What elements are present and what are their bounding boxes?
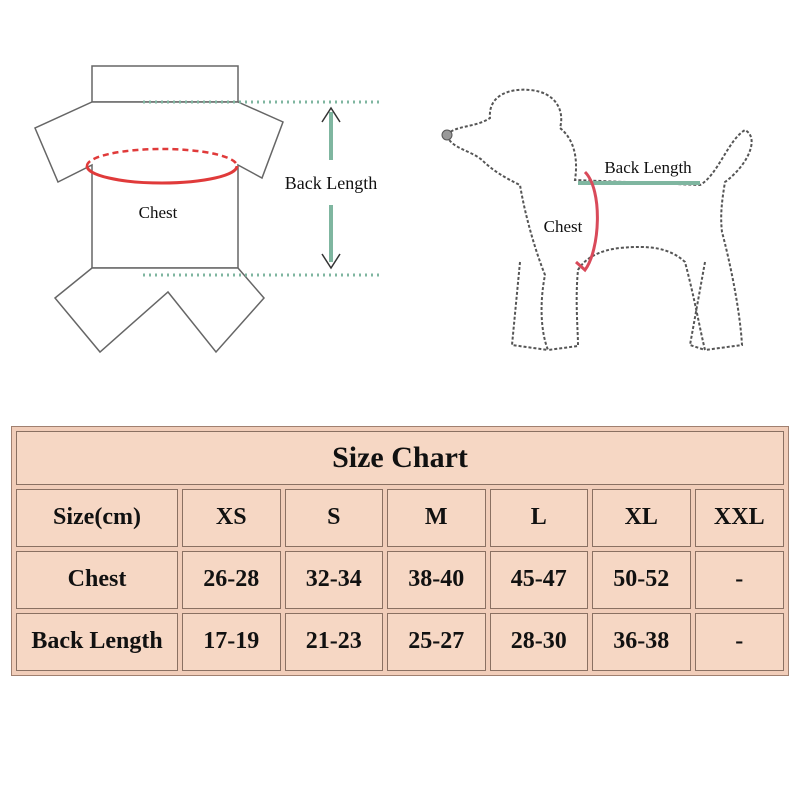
header-cell: Size(cm) — [16, 489, 178, 547]
chest-row — [16, 551, 784, 609]
right-back-length-label: Back Length — [604, 158, 692, 177]
header-cell: L — [490, 489, 589, 547]
garment-body — [35, 102, 283, 268]
garment-collar — [92, 66, 238, 102]
row-label: Back Length — [16, 613, 178, 671]
size-header-row — [16, 489, 784, 547]
back-length-row — [16, 613, 784, 671]
table-cell: 26-28 — [182, 551, 281, 609]
size-chart-title-row — [16, 431, 784, 485]
table-cell: 28-30 — [490, 613, 589, 671]
left-chest-label: Chest — [138, 203, 178, 222]
right-chest-label: Chest — [543, 217, 583, 236]
header-cell: XS — [182, 489, 281, 547]
table-cell: 38-40 — [387, 551, 486, 609]
header-cell: M — [387, 489, 486, 547]
header-cell: S — [285, 489, 384, 547]
header-cell: XL — [592, 489, 691, 547]
table-cell: - — [695, 551, 785, 609]
header-cell: XXL — [695, 489, 785, 547]
table-cell: 50-52 — [592, 551, 691, 609]
table-cell: 36-38 — [592, 613, 691, 671]
dog-diagram — [442, 90, 752, 350]
garment-legs — [55, 268, 264, 352]
dog-outline — [447, 90, 752, 350]
left-back-length-label: Back Length — [284, 173, 378, 193]
size-chart-title: Size Chart — [16, 431, 784, 485]
dog-nose-icon — [442, 130, 452, 140]
table-cell: 32-34 — [285, 551, 384, 609]
garment-diagram — [35, 66, 383, 352]
table-cell: 21-23 — [285, 613, 384, 671]
dog-front-leg — [512, 262, 548, 350]
table-cell: 25-27 — [387, 613, 486, 671]
row-label: Chest — [16, 551, 178, 609]
table-cell: - — [695, 613, 785, 671]
size-chart-table — [11, 426, 789, 676]
table-cell: 17-19 — [182, 613, 281, 671]
table-cell: 45-47 — [490, 551, 589, 609]
dog-back-leg — [690, 262, 705, 350]
